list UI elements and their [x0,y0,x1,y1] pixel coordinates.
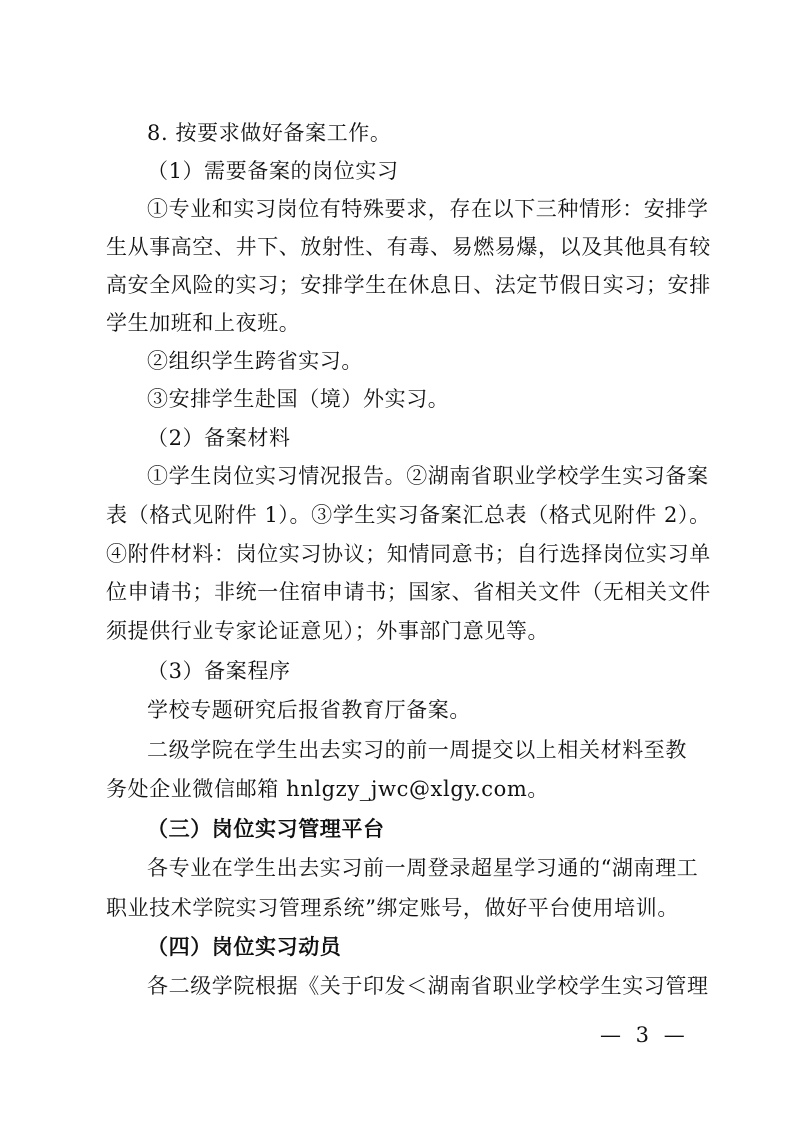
body-line: 二级学院在学生出去实习的前一周提交以上相关材料至教 [147,738,687,762]
body-line: 生从事高空、井下、放射性、有毒、易燃易爆，以及其他具有较 [106,235,711,259]
body-line: ①学生岗位实习情况报告。②湖南省职业学校学生实习备案 [147,464,709,488]
body-line: 各专业在学生出去实习前一周登录超星学习通的“湖南理工 [147,856,699,880]
body-line: ③安排学生赴国（境）外实习。 [147,387,450,411]
body-line: 表（格式见附件 1）。③学生实习备案汇总表（格式见附件 2）。 [106,503,711,527]
body-line: 高安全风险的实习；安排学生在休息日、法定节假日实习；安排 [106,273,711,297]
subheading-line: （2）备案材料 [147,426,291,450]
body-line: 须提供行业专家论证意见）；外事部门意见等。 [106,619,550,643]
subheading-line: （1）需要备案的岗位实习 [147,159,399,183]
body-line: ②组织学生跨省实习。 [147,349,363,373]
body-line: ④附件材料：岗位实习协议；知情同意书；自行选择岗位实习单 [106,542,711,566]
body-line: 学生加班和上夜班。 [106,311,301,335]
body-line: 务处企业微信邮箱 hnlgzy_jwc@xlgy.com。 [106,777,550,801]
body-line: 各二级学院根据《关于印发＜湖南省职业学校学生实习管理 [147,974,709,998]
section-heading: （四）岗位实习动员 [147,934,342,959]
body-line: 8. 按要求做好备案工作。 [147,121,392,145]
section-heading: （三）岗位实习管理平台 [147,816,385,841]
page-number: — 3 — [600,1023,689,1047]
body-line: ①专业和实习岗位有特殊要求，存在以下三种情形：安排学 [147,197,709,221]
body-line: 学校专题研究后报省教育厅备案。 [147,698,471,722]
body-line: 位申请书；非统一住宿申请书；国家、省相关文件（无相关文件 [106,580,711,604]
subheading-line: （3）备案程序 [147,659,291,683]
body-line: 职业技术学院实习管理系统”绑定账号，做好平台使用培训。 [106,896,679,920]
